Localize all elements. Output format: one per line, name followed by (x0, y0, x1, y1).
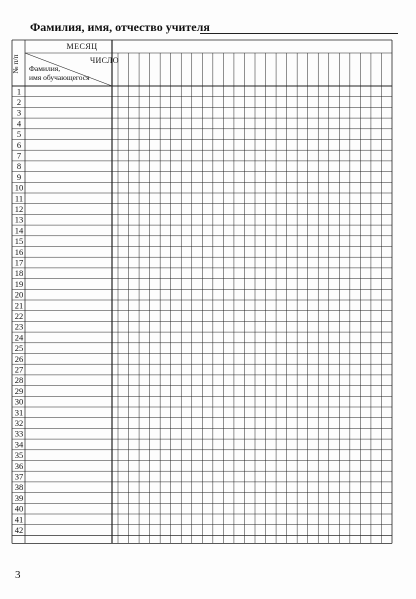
row-number: 21 (14, 300, 24, 311)
row-number: 11 (14, 193, 24, 204)
row-number: 23 (14, 321, 24, 332)
row-number: 41 (14, 514, 24, 525)
row-number: 16 (14, 246, 24, 257)
row-number: 32 (14, 418, 24, 429)
row-number: 7 (16, 150, 22, 161)
row-number: 6 (16, 139, 22, 150)
row-number: 17 (14, 257, 24, 268)
row-number: 24 (14, 332, 24, 343)
row-number: 39 (14, 492, 24, 503)
row-number: 18 (14, 268, 24, 279)
row-number: 33 (14, 428, 24, 439)
row-number: 2 (16, 97, 22, 108)
row-number: 4 (16, 118, 22, 129)
name-header-line1: Фамилия, (29, 64, 61, 73)
row-number: 8 (16, 161, 22, 172)
row-number: 30 (14, 396, 24, 407)
row-number: 13 (14, 214, 24, 225)
row-number: 42 (14, 525, 24, 536)
row-number-header: № п/п (11, 54, 20, 74)
row-number: 9 (16, 171, 22, 182)
row-number: 34 (14, 439, 24, 450)
row-number: 37 (14, 471, 24, 482)
row-number: 12 (14, 204, 24, 215)
month-label: МЕСЯЦ (66, 42, 98, 51)
name-header-line2: имя обучающегося (29, 73, 90, 82)
row-number: 27 (14, 364, 24, 375)
row-number: 10 (14, 182, 24, 193)
row-number: 35 (14, 450, 24, 461)
row-number: 25 (14, 343, 24, 354)
row-number: 29 (14, 385, 24, 396)
row-number: 20 (14, 289, 24, 300)
row-number: 14 (14, 225, 24, 236)
row-number: 1 (16, 86, 22, 97)
row-number: 26 (14, 353, 24, 364)
row-number: 31 (14, 407, 24, 418)
row-number: 28 (14, 375, 24, 386)
row-number: 22 (14, 311, 24, 322)
row-number: 38 (14, 482, 24, 493)
row-number: 19 (14, 278, 24, 289)
row-number: 5 (16, 129, 22, 140)
teacher-name-label: Фамилия, имя, отчество учителя (30, 20, 210, 34)
day-label: ЧИСЛО (90, 56, 119, 65)
row-number: 3 (16, 107, 22, 118)
row-number: 36 (14, 460, 24, 471)
row-number: 15 (14, 236, 24, 247)
page-number: 3 (15, 569, 21, 581)
row-number: 40 (14, 503, 24, 514)
